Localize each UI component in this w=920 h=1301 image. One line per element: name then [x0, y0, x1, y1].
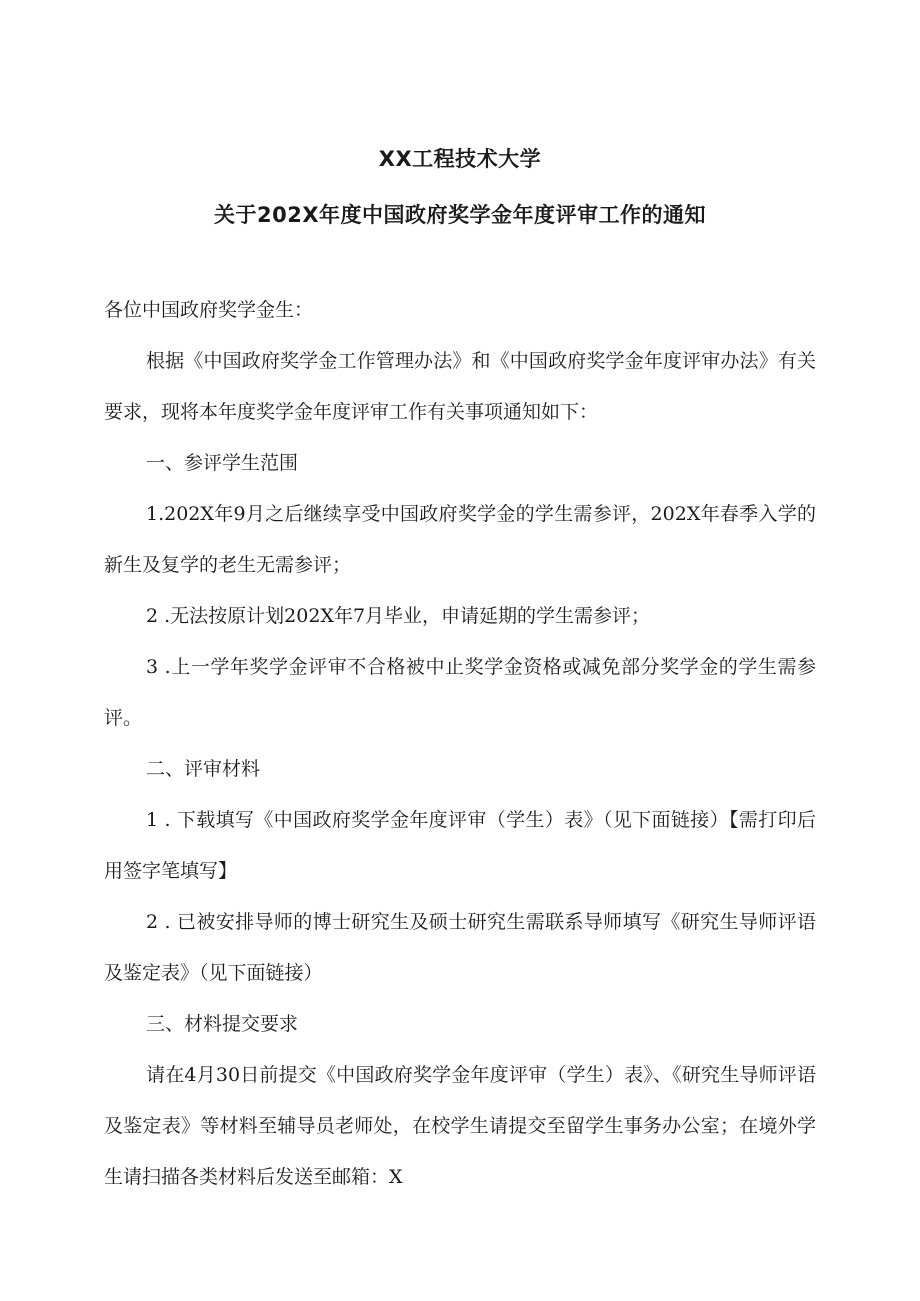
scope-item-3: 3 .上一学年奖学金评审不合格被中止奖学金资格或减免部分奖学金的学生需参评。: [104, 656, 816, 729]
intro-paragraph: 根据《中国政府奖学金工作管理办法》和《中国政府奖学金年度评审办法》有关要求，现将本年度奖学金年度评审工作有关事项通知如下：: [104, 350, 816, 423]
submission-item-1: 请在4月30日前提交《中国政府奖学金年度评审（学生）表》、《研究生导师评语及鉴定表》等材料至辅导员老师处，在校学生请提交至留学生事务办公室；在境外学生请扫描各类材料后发送至邮箱：X: [104, 1064, 816, 1188]
section-heading-scope: 一、参评学生范围: [146, 452, 299, 474]
notice-body: [104, 285, 816, 1203]
section-heading-materials: 二、评审材料: [146, 758, 261, 780]
notice-title: 关于202X年度中国政府奖学金年度评审工作的通知: [213, 203, 707, 227]
school-name: XX工程技术大学: [378, 147, 542, 171]
scope-item-1: 1.202X年9月之后继续享受中国政府奖学金的学生需参评，202X年春季入学的新生及复学的老生无需参评；: [104, 503, 816, 576]
materials-item-2: 2 . 已被安排导师的博士研究生及硕士研究生需联系导师填写《研究生导师评语及鉴定表》（见下面链接）: [104, 911, 816, 984]
salutation: 各位中国政府奖学金生：: [104, 299, 314, 321]
scope-item-2: 2 .无法按原计划202X年7月毕业，申请延期的学生需参评；: [146, 605, 651, 627]
section-heading-submission: 三、材料提交要求: [146, 1013, 299, 1035]
materials-item-1: 1 . 下载填写《中国政府奖学金年度评审（学生）表》（见下面链接）【需打印后用签字笔填写】: [104, 809, 816, 882]
